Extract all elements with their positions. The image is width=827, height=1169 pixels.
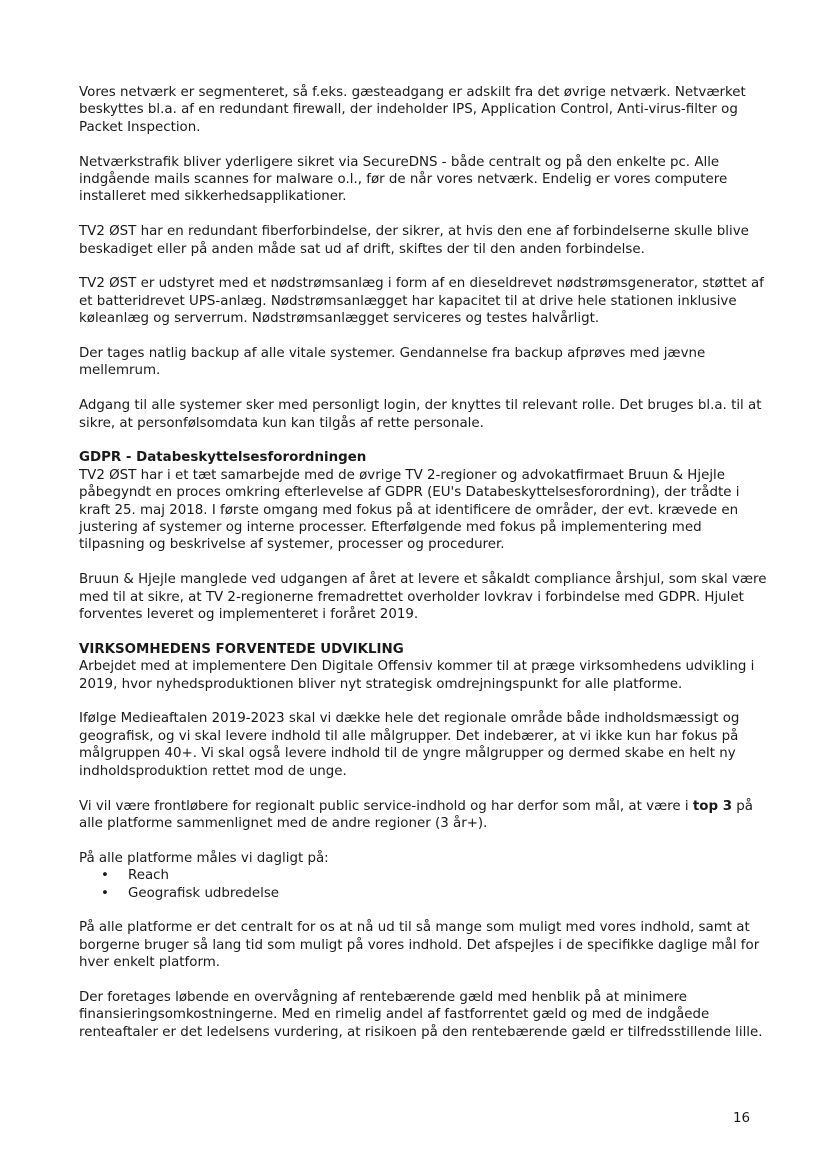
measure-list: [79, 867, 769, 902]
measure-intro: På alle platforme måles vi dagligt på:: [79, 850, 329, 866]
goal-text-bold: top 3: [692, 798, 733, 814]
network-traffic-paragraph: Netværkstrafik bliver yderligere sikret via SecureDNS - både centralt og på den enkelte pc. Alle indgående mails scannes for malware o.l., før de når vores netværk. Endelig er vores computere installeret med sikkerhedsapplikationer.: [79, 154, 728, 205]
gdpr-paragraph-1: TV2 ØST har i et tæt samarbejde med de øvrige TV 2-regioner og advokatfirmaet Bruun & Hjejle påbegyndt en proces omkring efterlevelse af GDPR (EU's Databeskyttelsesforordning), der trådte i kraft 25. maj 2018. I første omgang med fokus på at identificere de områder, der evt. krævede en justering af systemer og interne processer. Efterfølgende med fokus på implementering med tilpasning og beskrivelse af systemer, processer og procedurer.: [79, 467, 740, 553]
list-item: • Geografisk udbredelse: [79, 885, 769, 902]
page-number: 16: [732, 1111, 750, 1126]
gdpr-heading: GDPR - Databeskyttelsesforordningen: [79, 450, 367, 466]
goal-text-after: på alle platforme sammenlignet med de andre regioner (3 år+).: [79, 798, 753, 831]
development-paragraph-3: [79, 798, 769, 833]
fiber-connection-paragraph: TV2 ØST har en redundant fiberforbindelse, der sikrer, at hvis den ene af forbindelserne skulle blive beskadiget eller på anden måde sat ud af drift, skiftes der til den anden forbindelse.: [79, 224, 749, 257]
list-item: • Reach: [79, 867, 769, 884]
development-paragraph-1: Arbejdet med at implementere Den Digitale Offensiv kommer til at præge virksomhedens udvikling i 2019, hvor nyhedsproduktionen bliver nyt strategisk omdrejningspunkt for alle platforme.: [79, 659, 755, 692]
gdpr-paragraph-2: Bruun & Hjejle manglede ved udgangen af året at levere et såkaldt compliance årshjul, som skal være med til at sikre, at TV 2-regionerne fremadrettet overholder lovkrav i forbindelse med GDPR. Hjulet forventes leveret og implementeret i foråret 2019.: [79, 572, 767, 623]
goal-text-before: Vi vil være frontløbere for regionalt public service-indhold og har derfor som mål, at være i: [79, 798, 693, 814]
network-segmentation-paragraph: Vores netværk er segmenteret, så f.eks. gæsteadgang er adskilt fra det øvrige netværk. Netværket beskyttes bl.a. af en redundant firewall, der indeholder IPS, Application Control, Anti-virus-filter og Packet Inspection.: [79, 85, 746, 135]
development-heading: VIRKSOMHEDENS FORVENTEDE UDVIKLING: [79, 641, 404, 657]
development-paragraph-5: Der foretages løbende en overvågning af rentebærende gæld med henblik på at minimere finansieringsomkostningerne. Med en rimelig andel af fastforrentet gæld og med de indgåede renteaftaler er det ledelsens vurdering, at risikoen på den rentebærende gæld er tilfredsstillende lille.: [79, 989, 763, 1040]
backup-paragraph: Der tages natlig backup af alle vitale systemer. Gendannelse fra backup afprøves med jævne mellemrum.: [79, 346, 706, 379]
development-paragraph-2: Ifølge Medieaftalen 2019-2023 skal vi dække hele det regionale område både indholdsmæssigt og geografisk, og vi skal levere indhold til alle målgrupper. Det indebærer, at vi ikke kun har fokus på målgruppen 40+. Vi skal også levere indhold til de yngre målgrupper og dermed skabe en helt ny indholdsproduktion rettet mod de unge.: [79, 711, 740, 779]
access-paragraph: Adgang til alle systemer sker med personligt login, der knyttes til relevant rolle. Det bruges bl.a. til at sikre, at personfølsomdata kun kan tilgås af rette personale.: [79, 398, 762, 431]
document-body: [79, 84, 769, 1059]
development-paragraph-4: På alle platforme er det centralt for os at nå ud til så mange som muligt med vores indhold, samt at borgerne bruger så lang tid som muligt på vores indhold. Det afspejles i de specifikke daglige mål for hver enkelt platform.: [79, 920, 760, 971]
emergency-power-paragraph: TV2 ØST er udstyret med et nødstrømsanlæg i form af en dieseldrevet nødstrømsgenerator, støttet af et batteridrevet UPS-anlæg. Nødstrømsanlægget har kapacitet til at drive hele stationen inklusive køleanlæg og serverrum. Nødstrømsanlægget serviceres og testes halvårligt.: [79, 276, 764, 327]
